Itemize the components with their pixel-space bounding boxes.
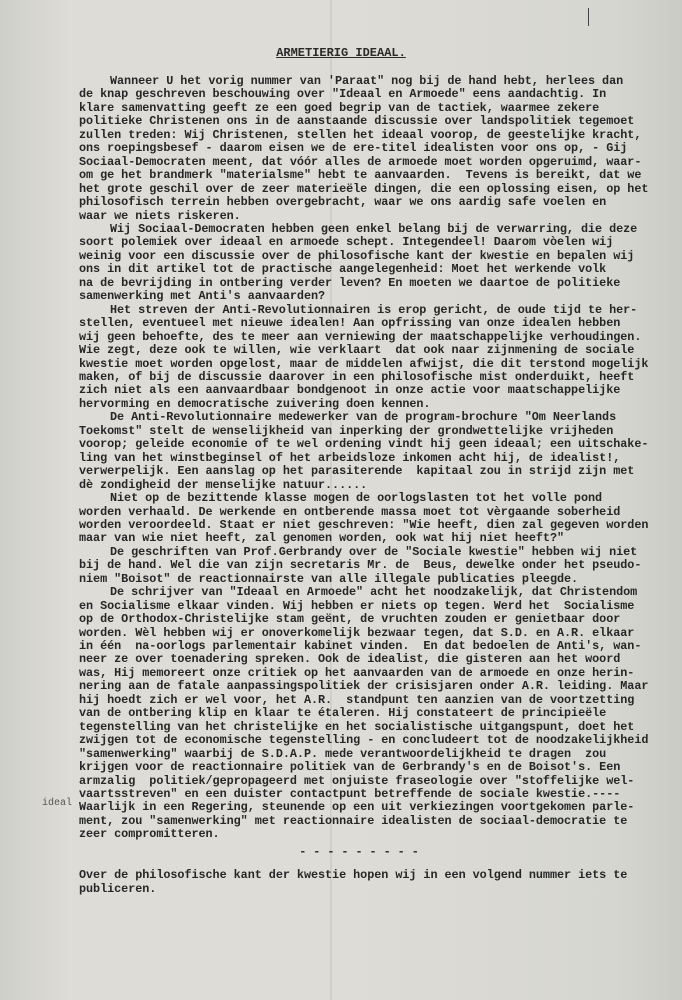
text-line: niem "Boisot" de reactionnairste van alle illegale publicaties pleegde. <box>79 571 579 586</box>
ink-mark <box>588 8 589 26</box>
text-line: soort polemiek over ideaal en armoede schept. Integendeel! Daarom vòelen wij <box>79 235 614 250</box>
text-line: om ge het brandmerk "materialsme" hebt te aanvaarden. Tevens is bereikt, dat we <box>79 168 642 183</box>
text-line: vaartsstreven" en een duister contactpunt betreffende de sociale kwestie.---- <box>79 787 621 802</box>
text-line: worden veroordeeld. Staat er niet geschreven: "Wie heeft, dien zal gegeven worden <box>79 517 649 532</box>
paragraph <box>79 546 669 586</box>
text-line: van de ontbering klip en klaar te étaleren. Hij constateert de principieële <box>79 706 607 721</box>
text-line: philosofisch terrein hebben overgebracht, waar we ons aardig safe voelen en <box>79 195 607 210</box>
text-line: De schrijver van "Ideaal en Armoede" acht het noodzakelijk, dat Christendom <box>110 585 638 600</box>
text-line: Het streven der Anti-Revolutionnairen is erop gericht, de oude tijd te her- <box>110 302 638 317</box>
text-line: weinig voor een discussie over de philosofische kant der kwestie en bepalen wij <box>79 248 635 263</box>
text-line: Waarlijk in een Regering, steunende op een uit verkiezingen voortgekomen parle- <box>79 800 635 815</box>
text-line: nering aan de fatale aanpassingspolitiek der crisisjaren onder A.R. leiding. Maar <box>79 679 649 694</box>
separator: - - - - - - - - - <box>299 844 419 859</box>
text-line: publiceren. <box>79 881 157 896</box>
text-line: ons in dit artikel tot de practische aangelegenheid: Moet het werkende volk <box>79 262 607 277</box>
paragraph <box>79 75 669 223</box>
text-line: ons roepingsbesef - daarom eisen we de ere-titel idealisten voor ons op, - Gij <box>79 141 628 156</box>
text-line: samenwerking met Anti's aanvaarden? <box>79 289 326 304</box>
text-line: ling van het winstbeginsel of het arbeidsloze inkomen acht hij, de idealist!, <box>79 450 621 465</box>
text-line: stellen, eventueel met nieuwe idealen! Aan opfrissing van onze idealen hebben <box>79 316 621 331</box>
text-line: op de Orthodox-Christelijke stam geënt, de vruchten zouden er genietbaar door <box>79 612 621 627</box>
text-line: politieke Christenen ons in de aanstaande discussie over landspolitiek tegemoet <box>79 114 635 129</box>
text-line: in één na-oorlogs parlementair kabinet vinden. En dat bedoelen de Anti's, wan- <box>79 639 642 654</box>
text-line: Niet op de bezittende klasse mogen de oorlogslasten tot het volle pond <box>110 491 603 506</box>
text-line: armzalig politiek/gepropageerd met onjuiste fraseologie over "stoffelijke wel- <box>79 773 635 788</box>
text-line: bij de hand. Wel die van zijn secretaris Mr. de Beus, dewelke onder het pseudo- <box>79 558 642 573</box>
paragraph <box>79 304 669 412</box>
article-body <box>79 75 669 896</box>
margin-note: ideal <box>42 798 73 809</box>
text-line: "samenwerking" waarbij de S.D.A.P. mede verantwoordelijkheid te dragen zou <box>79 746 607 761</box>
text-line: Wanneer U het vorig nummer van 'Paraat" nog bij de hand hebt, herlees dan <box>110 74 624 88</box>
text-line: hij hoedt zich er wel voor, het A.R. standpunt ten aanzien van de voortzetting <box>79 692 635 707</box>
closing-paragraph <box>79 869 669 896</box>
text-line: tegenstelling van het christelijke en het socialistische uitgangspunt, doet het <box>79 719 635 734</box>
text-line: kwestie moet worden opgelost, maar de middelen afwijst, die dit terstond mogelijk <box>79 356 649 371</box>
page-title: ARMETIERIG IDEAAL. <box>276 46 406 60</box>
text-line: Wij Sociaal-Democraten hebben geen enkel belang bij de verwarring, die deze <box>110 221 638 236</box>
text-line: zwijgen tot de economische tegenstelling - en concludeert tot de noodzakelijkheid <box>79 733 649 748</box>
text-line: De Anti-Revolutionnaire medewerker van de program-brochure "Om Neerlands <box>110 410 617 425</box>
text-line: Wie zegt, deze ook te willen, wie verklaart dat ook naar zijnmening de sociale <box>79 343 635 358</box>
text-line: neer ze over toenadering spreken. Ook de idealist, die gisteren aan het woord <box>79 652 621 667</box>
text-line: waar we niets riskeren. <box>79 208 241 223</box>
text-line: zich niet als een aanvaardbaar bondgenoot in onze actie voor maatschappelijke <box>79 383 621 398</box>
text-line: verwerpelijk. Een aanslag op het parasiterende kapitaal zou in strijd zijn met <box>79 464 635 479</box>
text-line: maar van wie niet heeft, zal genomen worden, ook wat hij niet heeft?" <box>79 531 565 546</box>
text-line: was, Hij memoreert onze critiek op het aanvaarden van de armoede en onze herin- <box>79 665 635 680</box>
paragraph <box>79 492 669 546</box>
text-line: Toekomst" stelt de wenselijkheid van inperking der grondwettelijke vrijheden <box>79 423 614 438</box>
text-line: De geschriften van Prof.Gerbrandy over de "Sociale kwestie" hebben wij niet <box>110 544 638 559</box>
paragraph <box>79 223 669 304</box>
text-line: zeer compromitteren. <box>79 827 220 842</box>
text-line: ment, zou "samenwerking" met reactionnaire idealisten de sociaal-democratie te <box>79 813 628 828</box>
paragraph <box>79 586 669 842</box>
text-line: na de bevrijding in ontbering verder leven? En moeten we daartoe de politieke <box>79 275 621 290</box>
text-line: en Socialisme elkaar vinden. Wij hebben er niets op tegen. Werd het Socialisme <box>79 598 635 613</box>
text-line: wij geen behoefte, des te meer aan verniewing der maatschappelijke verhoudingen. <box>79 329 642 344</box>
text-line: de knap geschreven beschouwing over "Ideaal en Armoede" eens aandachtig. In <box>79 87 607 102</box>
text-line: Sociaal-Democraten meent, dat vóór alles de armoede moet worden opgeruimd, waar- <box>79 154 642 169</box>
text-line: hervorming en democratische zuivering doen kennen. <box>79 396 431 411</box>
text-line: zullen treden: Wij Christenen, stellen het ideaal voorop, de geestelijke kracht, <box>79 127 642 142</box>
text-line: worden verhaald. De werkende en ontberende massa moet tot vèrgaande soberheid <box>79 504 621 519</box>
text-line: worden. Wèl hebben wij er onoverkomelijk bezwaar tegen, dat S.D. en A.R. elkaar <box>79 625 635 640</box>
text-line: het grote geschil over de zeer materieële dingen, die een oplossing eisen, op het <box>79 181 649 196</box>
text-line: Over de philosofische kant der kwestie hopen wij in een volgend nummer iets te <box>79 868 628 883</box>
paragraph <box>79 411 669 492</box>
text-line: maken, of bij de discussie daarover in een philosofische mist onderduikt, heeft <box>79 369 635 384</box>
text-line: dè zondigheid der menselijke natuur...... <box>79 477 368 492</box>
text-line: krijgen voor de reactionnaire politiek van de Gerbrandy's en de Boisot's. Een <box>79 760 621 775</box>
text-line: voorop; geleide economie of te wel ordening vindt hij geen ideaal; een uitschake- <box>79 437 649 452</box>
text-line: klare samenvatting geeft ze een goed begrip van de tactiek, waarmee zekere <box>79 100 600 115</box>
